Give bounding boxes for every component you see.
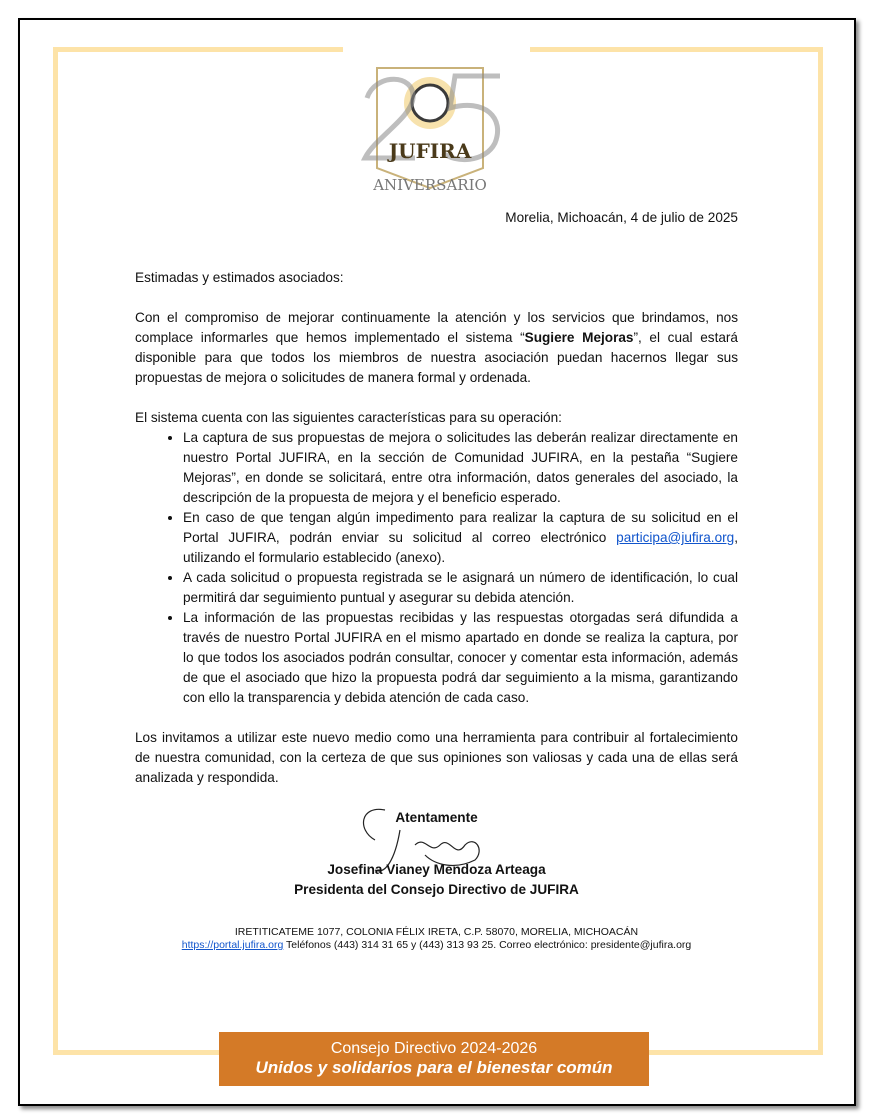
features-list xyxy=(135,428,738,708)
portal-link[interactable]: https://portal.jufira.org xyxy=(181,939,284,951)
footer xyxy=(135,926,738,952)
footer-banner xyxy=(219,1032,649,1086)
system-name: Sugiere Mejoras xyxy=(524,330,634,345)
text: , utilizando el formulario establecido (anexo). xyxy=(183,530,738,565)
list-item: • La captura de sus propuestas de mejora o solicitudes las deberán realizar directamente en nuestro Portal JUFIRA, en la sección de Comunidad JUFIRA, en la pestaña “Sugiere Mejoras”, en donde se solicitará, entre otra información, datos generales del asociado, la descripción de la propuesta de mejora y el beneficio esperado. xyxy=(183,428,738,508)
signer-name: Josefina Vianey Mendoza Arteaga xyxy=(327,862,546,877)
list-item: • A cada solicitud o propuesta registrada se le asignará un número de identificación, lo cual permitirá dar seguimiento puntual y asegurar su debida atención. xyxy=(183,568,738,608)
email-link[interactable]: participa@jufira.org xyxy=(616,530,735,545)
frame-line xyxy=(648,1050,823,1055)
frame-line xyxy=(530,47,823,52)
letter-body xyxy=(135,268,738,952)
banner-title: Consejo Directivo 2024-2026 xyxy=(330,1040,538,1057)
banner-slogan: Unidos y solidarios para el bienestar común xyxy=(255,1058,613,1077)
frame-line xyxy=(53,1050,221,1055)
paragraph-intro xyxy=(135,308,738,388)
paragraph-closing: Los invitamos a utilizar este nuevo medio como una herramienta para contribuir al fortalecimiento de nuestra comunidad, con la certeza de que sus opiniones son valiosas y cada una de ellas será analizada y respondida. xyxy=(135,730,738,785)
text: En caso de que tengan algún impedimento para realizar la captura de su solicitud en el Portal JUFIRA, podrán enviar su solicitud al correo electrónico xyxy=(183,510,738,545)
closing: Atentamente xyxy=(395,810,478,825)
list-item xyxy=(183,508,738,568)
features-intro: El sistema cuenta con las siguientes características para su operación: xyxy=(135,410,562,425)
svg-text:JUFIRA: JUFIRA xyxy=(388,139,472,163)
footer-address: IRETITICATEME 1077, COLONIA FÉLIX IRETA, C.P. 58070, MORELIA, MICHOACÁN xyxy=(234,926,639,938)
greeting: Estimadas y estimados asociados: xyxy=(135,270,344,285)
frame-line xyxy=(53,47,343,52)
svg-text:ANIVERSARIO: ANIVERSARIO xyxy=(373,176,487,194)
jufira-25-logo xyxy=(355,58,515,198)
frame-line xyxy=(53,47,58,1053)
letter-date: Morelia, Michoacán, 4 de julio de 2025 xyxy=(505,210,738,225)
contact-text: Teléfonos (443) 314 31 65 y (443) 313 93 25. Correo electrónico: presidente@jufira.org xyxy=(283,939,692,951)
signer-title: Presidenta del Consejo Directivo de JUFIRA xyxy=(294,882,579,897)
signature-block xyxy=(135,808,738,900)
list-item: • La información de las propuestas recibidas y las respuestas otorgadas será difundida a través de nuestro Portal JUFIRA en el mismo apartado en donde se realiza la captura, por lo que todos los asociados podrán consultar, conocer y comentar esta información, además de que el asociado que hizo la propuesta podrá dar seguimiento a la misma, garantizando con ello la transparencia y debida atención de cada caso. xyxy=(183,608,738,708)
footer-contact xyxy=(100,939,773,952)
text: Con el compromiso de mejorar continuamente la atención y los servicios que brindamos, nos complace informarles que hemos implementado el sistema “ xyxy=(135,310,738,345)
features-section xyxy=(135,408,738,708)
frame-line xyxy=(818,47,823,1053)
text: ”, el cual estará disponible para que todos los miembros de nuestra asociación puedan hacernos llegar sus propuestas de mejora o solicitudes de manera formal y ordenada. xyxy=(135,330,738,385)
